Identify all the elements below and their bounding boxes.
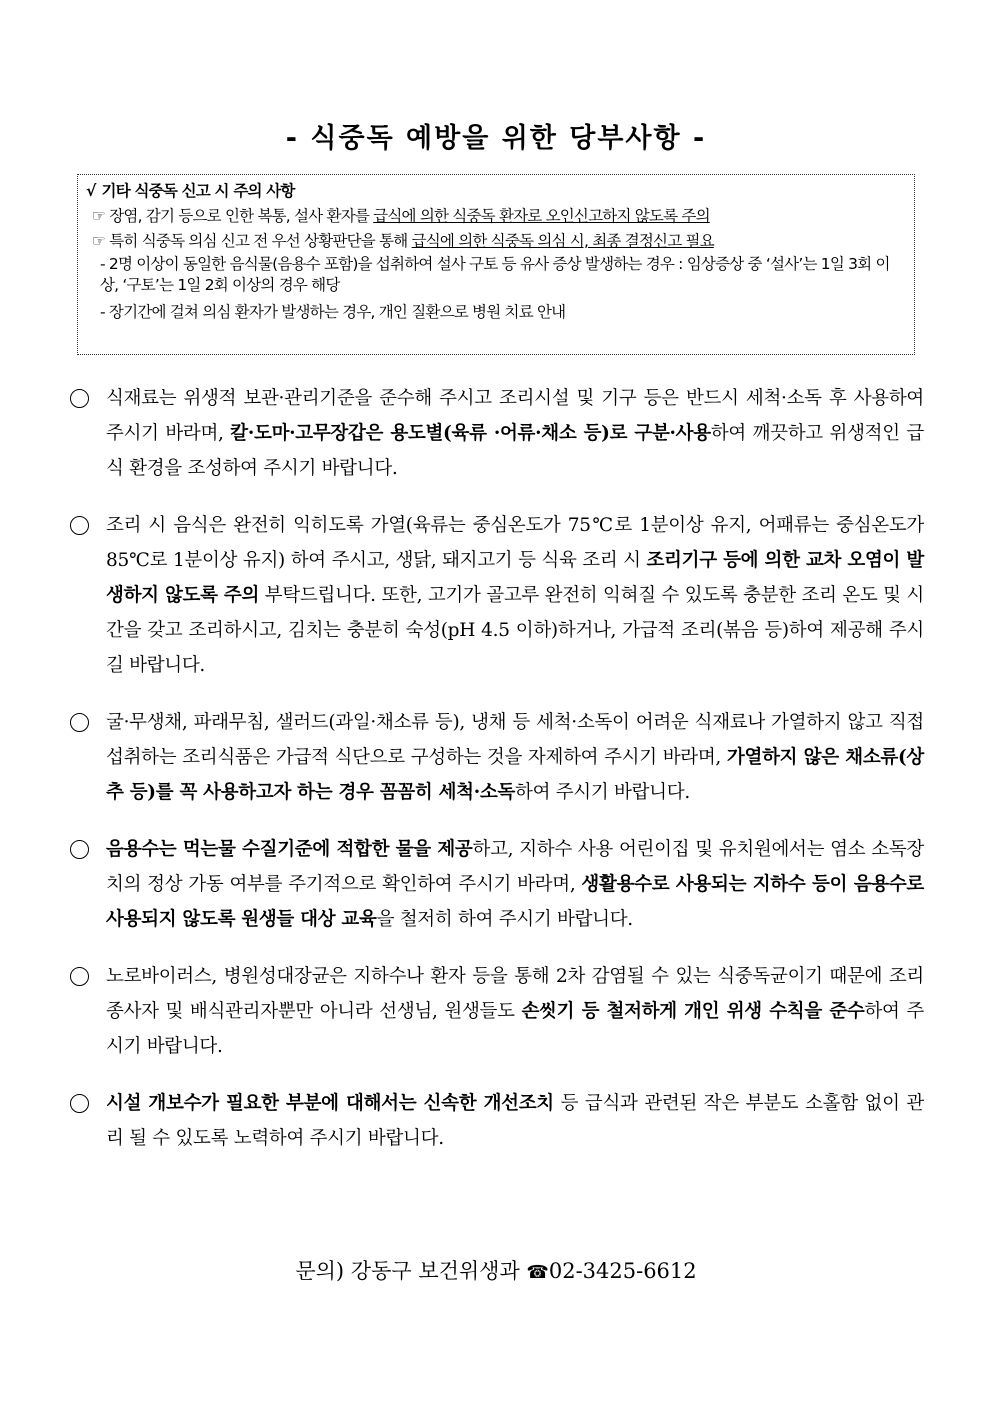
telephone-icon: ☎: [526, 1262, 549, 1283]
item-bold-text: 손씻기 등 철저하게 개인 위생 수칙을 준수: [521, 1001, 865, 1022]
item-bold-text: 조리기구 등에 의한 교차 오염이 발생하지 않도록 주의: [106, 550, 924, 606]
item-text: 굴·무생채, 파래무침, 샐러드(과일·채소류 등), 냉채 등 세척·소독이 어려운 식재료나 가열하지 않고 직접 섭취하는 조리식품은 가급적 식단으로 구성하는 것을 자제하여 주시기 바라며,: [106, 712, 924, 768]
notice-dash-2: - 장기간에 걸쳐 의심 환자가 발생하는 경우, 개인 질환으로 병원 치료 안내: [100, 303, 566, 321]
item-text: 하여 주시기 바랍니다.: [106, 1001, 924, 1057]
notice-line-1: [86, 204, 906, 229]
circle-bullet-icon: [70, 713, 89, 732]
item-bold-text: 가열하지 않은 채소류(상추 등)를 꼭 사용하고자 하는 경우 꼼꼼히 세척·소독: [106, 747, 924, 803]
guideline-item: [68, 381, 924, 486]
notice-line-1-text: 장염, 감기 등으로 인한 복통, 설사 환자를: [109, 207, 374, 225]
notice-heading-row: [86, 179, 906, 204]
contact-prefix: 문의) 강동구 보건위생과: [295, 1259, 527, 1283]
circle-bullet-icon: [70, 967, 89, 986]
notice-line-2-underlined: 급식에 의한 식중독 의심 시, 최종 결정신고 필요: [411, 232, 714, 250]
pointing-hand-icon: ☞: [92, 207, 106, 225]
circle-bullet-icon: [70, 840, 89, 859]
check-mark-icon: √: [86, 182, 96, 200]
item-bold-text: 음용수는 먹는물 수질기준에 적합한 물을 제공: [106, 839, 473, 860]
notice-line-1-underlined: 급식에 의한 식중독 환자로 오인신고하지 않도록 주의: [373, 207, 710, 225]
item-text: 조리 시 음식은 완전히 익히도록 가열(육류는 중심온도가 75℃로 1분이상 유지, 어패류는 중심온도가 85℃로 1분이상 유지) 하여 주시고, 생닭, 돼지고기 등 식육 조리 시: [106, 515, 924, 571]
guideline-item: [68, 508, 924, 683]
item-bold-text: 생활용수로 사용되는 지하수 등이 음용수로 사용되지 않도록 원생들 대상 교육: [106, 874, 925, 930]
circle-bullet-icon: [70, 516, 89, 535]
contact-info: [0, 1255, 992, 1285]
notice-dash-1: - 2명 이상이 동일한 음식물(음용수 포함)을 섭취하여 설사 구토 등 유사 증상 발생하는 경우 : 임상증상 중 ‘설사’는 1일 3회 이상, ‘구토’는 1일 2회 이상의 경우 해당: [100, 255, 890, 294]
item-text: 식재료는 위생적 보관·관리기준을 준수해 주시고 조리시설 및 기구 등은 반드시 세척·소독 후 사용하여 주시기 바라며,: [106, 388, 924, 444]
notice-heading: 기타 식중독 신고 시 주의 사항: [101, 182, 295, 200]
guideline-item: [68, 832, 924, 937]
item-text: 하여 주시기 바랍니다.: [515, 782, 690, 803]
item-text: 노로바이러스, 병원성대장균은 지하수나 환자 등을 통해 2차 감염될 수 있는 식중독균이기 때문에 조리종사자 및 배식관리자뿐만 아니라 선생님, 원생들도: [106, 966, 924, 1022]
circle-bullet-icon: [70, 389, 89, 408]
item-bold-text: 시설 개보수가 필요한 부분에 대해서는 신속한 개선조치: [106, 1093, 554, 1114]
notice-line-2-text: 특히 식중독 의심 신고 전 우선 상황판단을 통해: [109, 232, 412, 250]
pointing-hand-icon: ☞: [92, 232, 106, 250]
guideline-item: [68, 959, 924, 1064]
notice-box: [77, 174, 915, 355]
page-title: - 식중독 예방을 위한 당부사항 -: [285, 123, 707, 154]
contact-phone: 02-3425-6612: [548, 1259, 697, 1283]
item-text: 부탁드립니다. 또한, 고기가 골고루 완전히 익혀질 수 있도록 충분한 조리 온도 및 시간을 갖고 조리하시고, 김치는 충분히 숙성(pH 4.5 이하)하거나, 가급적 조리(볶음 등)하여 제공해 주시길 바랍니다.: [106, 585, 924, 676]
guideline-item: [68, 705, 924, 810]
circle-bullet-icon: [70, 1094, 89, 1113]
item-text: 하고, 지하수 사용 어린이집 및 유치원에서는 염소 소독장치의 정상 가동 여부를 주기적으로 확인하여 주시기 바라며,: [106, 839, 924, 895]
item-bold-text: 칼·도마·고무장갑은 용도별(육류 ·어류·채소 등)로 구분·사용: [230, 423, 711, 444]
item-text: 을 철저히 하여 주시기 바랍니다.: [376, 909, 633, 930]
guideline-list: [68, 381, 924, 1178]
item-text: 하여 깨끗하고 위생적인 급식 환경을 조성하여 주시기 바랍니다.: [106, 423, 924, 479]
guideline-item: [68, 1086, 924, 1156]
item-text: 등 급식과 관련된 작은 부분도 소홀함 없이 관리 될 수 있도록 노력하여 주시기 바랍니다.: [106, 1093, 924, 1149]
notice-line-2: [86, 229, 906, 254]
